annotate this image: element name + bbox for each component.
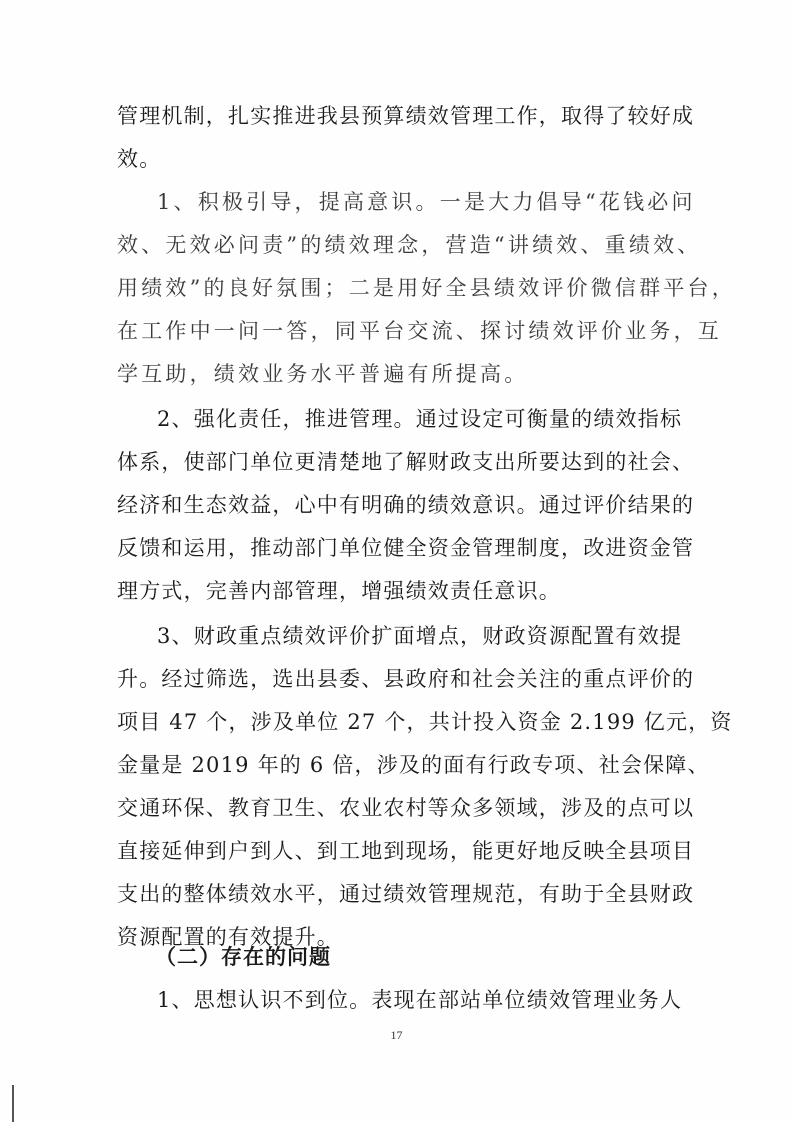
text-line: 2、强化责任，推进管理。通过设定可衡量的绩效指标 xyxy=(157,407,683,431)
text-line: 1、思想认识不到位。表现在部站单位绩效管理业务人 xyxy=(157,988,683,1012)
text-line: 1、积极引导，提高意识。一是大力倡导“花钱必问 xyxy=(157,190,696,214)
text-line: 直接延伸到户到人、到工地到现场，能更好地反映全县项目 xyxy=(117,839,695,863)
section-heading: （二）存在的问题 xyxy=(155,945,331,969)
text-line: 学互助，绩效业务水平普遍有所提高。 xyxy=(117,362,529,386)
text-line: 效、无效必问责”的绩效理念，营造“讲绩效、重绩效、 xyxy=(117,233,702,257)
text-line: 在工作中一问一答，同平台交流、探讨绩效评价业务，互 xyxy=(117,319,722,343)
text-line: 反馈和运用，推动部门单位健全资金管理制度，改进资金管 xyxy=(117,536,695,560)
text-line: 理方式，完善内部管理，增强绩效责任意识。 xyxy=(117,579,561,603)
text-line: 支出的整体绩效水平，通过绩效管理规范，有助于全县财政 xyxy=(117,882,695,906)
text-line: 3、财政重点绩效评价扩面增点，财政资源配置有效提 xyxy=(157,624,683,648)
text-line: 项目 47 个，涉及单位 27 个，共计投入资金 2.199 亿元，资 xyxy=(117,710,733,734)
scan-edge-mark xyxy=(12,1085,14,1122)
text-line: 体系，使部门单位更清楚地了解财政支出所要达到的社会、 xyxy=(117,450,695,474)
page-number: 17 xyxy=(390,1028,403,1042)
text-line: 经济和生态效益，心中有明确的绩效意识。通过评价结果的 xyxy=(117,493,695,517)
text-line: 资源配置的有效提升。 xyxy=(117,925,339,949)
text-line: 升。经过筛选，选出县委、县政府和社会关注的重点评价的 xyxy=(117,667,695,691)
text-line: 交通环保、教育卫生、农业农村等众多领域，涉及的点可以 xyxy=(117,796,695,820)
text-line: 用绩效”的良好氛围；二是用好全县绩效评价微信群平台， xyxy=(117,276,736,300)
text-line: 效。 xyxy=(117,147,162,171)
text-line: 管理机制，扎实推进我县预算绩效管理工作，取得了较好成 xyxy=(117,104,695,128)
text-line: 金量是 2019 年的 6 倍，涉及的面有行政专项、社会保障、 xyxy=(117,753,710,777)
